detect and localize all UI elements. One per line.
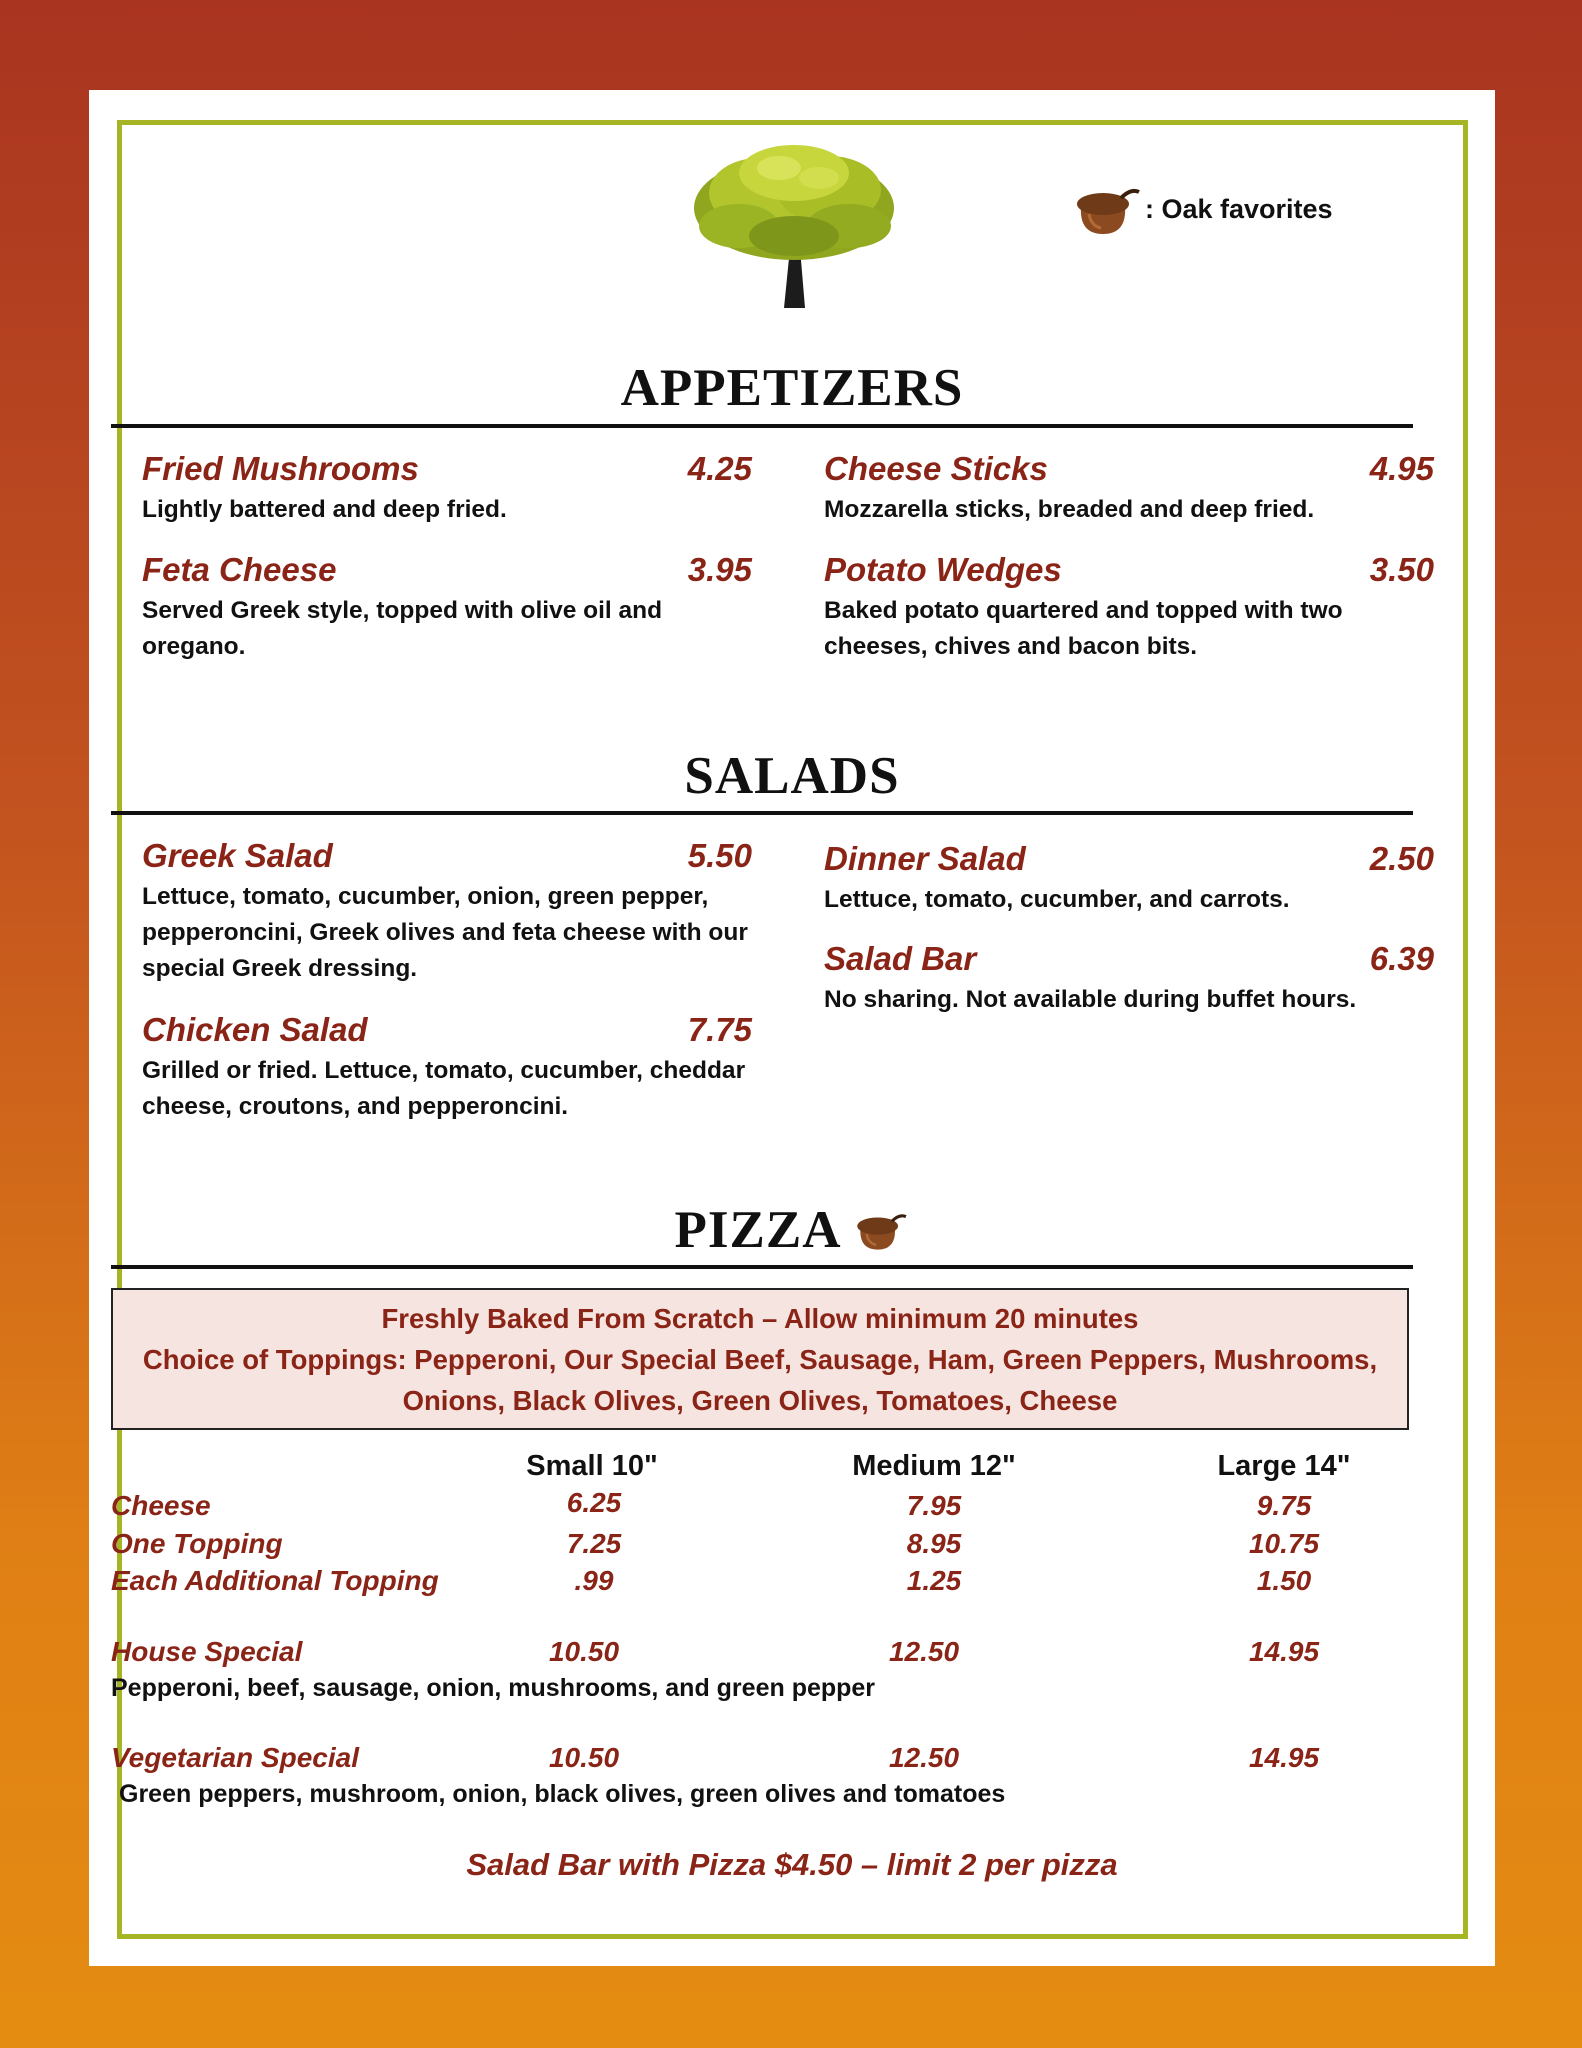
info-line: Freshly Baked From Scratch – Allow minimum 20 minutes (381, 1303, 1139, 1334)
section-divider (111, 424, 1413, 428)
item-description: Grilled or fried. Lettuce, tomato, cucumber, cheddar cheese, croutons, and pepperoncini. (142, 1057, 746, 1120)
section-divider (111, 811, 1413, 815)
section-title-pizza (89, 1200, 1495, 1260)
pizza-row-name: House Special (111, 1636, 303, 1667)
pizza-description: Green peppers, mushroom, onion, black olives, green olives and tomatoes (119, 1780, 1006, 1808)
pizza-row-name: Each Additional Topping (111, 1565, 439, 1596)
menu-item (142, 551, 752, 665)
item-description: No sharing. Not available during buffet hours. (824, 986, 1357, 1013)
item-name: Chicken Salad (142, 1011, 368, 1048)
menu-item (142, 1011, 752, 1125)
section-divider (111, 1265, 1413, 1269)
menu-item (824, 840, 1434, 918)
item-name: Salad Bar (824, 940, 977, 977)
item-price: 4.95 (1369, 450, 1434, 487)
pizza-row-name: Cheese (111, 1490, 211, 1521)
pizza-info-box (111, 1288, 1409, 1430)
size-header-large: Large 14" (1217, 1450, 1351, 1482)
item-price: 5.50 (687, 837, 752, 874)
pizza-footer-note: Salad Bar with Pizza $4.50 – limit 2 per pizza (466, 1847, 1118, 1882)
section-title-salads: SALADS (684, 747, 900, 805)
pizza-price: 7.25 (566, 1528, 622, 1559)
item-name: Cheese Sticks (824, 450, 1048, 487)
item-description: Lightly battered and deep fried. (142, 496, 507, 523)
pizza-price: 14.95 (1248, 1742, 1320, 1773)
menu-item (824, 551, 1434, 665)
item-description: Baked potato quartered and topped with two cheeses, chives and bacon bits. (824, 597, 1343, 660)
pizza-price: 14.95 (1248, 1636, 1320, 1667)
item-description: Mozzarella sticks, breaded and deep fried. (824, 496, 1315, 523)
pizza-price: 12.50 (888, 1742, 960, 1773)
item-price: 6.39 (1369, 940, 1434, 977)
section-title-appetizers: APPETIZERS (620, 359, 964, 417)
size-header-small: Small 10" (526, 1450, 658, 1482)
item-price: 7.75 (687, 1011, 752, 1048)
acorn-icon (851, 1207, 909, 1253)
menu-item (142, 450, 752, 528)
item-name: Dinner Salad (824, 840, 1026, 877)
info-line: Choice of Toppings: Pepperoni, Our Special Beef, Sausage, Ham, Green Peppers, Mushrooms, (142, 1344, 1378, 1375)
pizza-price: 10.50 (548, 1636, 620, 1667)
item-description: Served Greek style, topped with olive oil and oregano. (142, 597, 663, 660)
item-price: 3.95 (687, 551, 752, 588)
item-price: 3.50 (1369, 551, 1434, 588)
item-name: Feta Cheese (142, 551, 337, 588)
pizza-price: 10.50 (548, 1742, 620, 1773)
item-description: Lettuce, tomato, cucumber, and carrots. (824, 886, 1290, 913)
menu-page (89, 90, 1495, 1966)
pizza-row-name: One Topping (111, 1528, 283, 1559)
legend-label: : Oak favorites (1145, 193, 1333, 224)
pizza-price: .99 (574, 1565, 614, 1596)
size-header-medium: Medium 12" (852, 1450, 1016, 1482)
pizza-title-text: PIZZA (674, 1201, 842, 1259)
item-description: Lettuce, tomato, cucumber, onion, green pepper, pepperoncini, Greek olives and feta cheese with our special Greek dressing. (142, 883, 748, 982)
pizza-price: 10.75 (1248, 1528, 1320, 1559)
menu-item (824, 940, 1434, 1018)
info-line: Onions, Black Olives, Green Olives, Tomatoes, Cheese (402, 1385, 1118, 1416)
pizza-description: Pepperoni, beef, sausage, onion, mushrooms, and green pepper (111, 1674, 876, 1702)
item-name: Greek Salad (142, 837, 333, 874)
item-name: Potato Wedges (824, 551, 1062, 588)
pizza-price: 9.75 (1256, 1490, 1312, 1521)
pizza-price: 1.25 (906, 1565, 962, 1596)
item-name: Fried Mushrooms (142, 450, 419, 487)
menu-item (824, 450, 1434, 528)
pizza-price: 1.50 (1256, 1565, 1312, 1596)
item-price: 4.25 (687, 450, 752, 487)
pizza-price: 12.50 (888, 1636, 960, 1667)
pizza-price: 8.95 (906, 1528, 962, 1559)
item-price: 2.50 (1369, 840, 1434, 877)
oak-tree-logo (679, 138, 909, 313)
menu-item (142, 837, 752, 987)
pizza-price: 6.25 (566, 1487, 622, 1518)
legend (1069, 180, 1333, 238)
acorn-icon (1069, 180, 1143, 238)
pizza-price: 7.95 (906, 1490, 962, 1521)
pizza-row-name: Vegetarian Special (111, 1742, 359, 1773)
